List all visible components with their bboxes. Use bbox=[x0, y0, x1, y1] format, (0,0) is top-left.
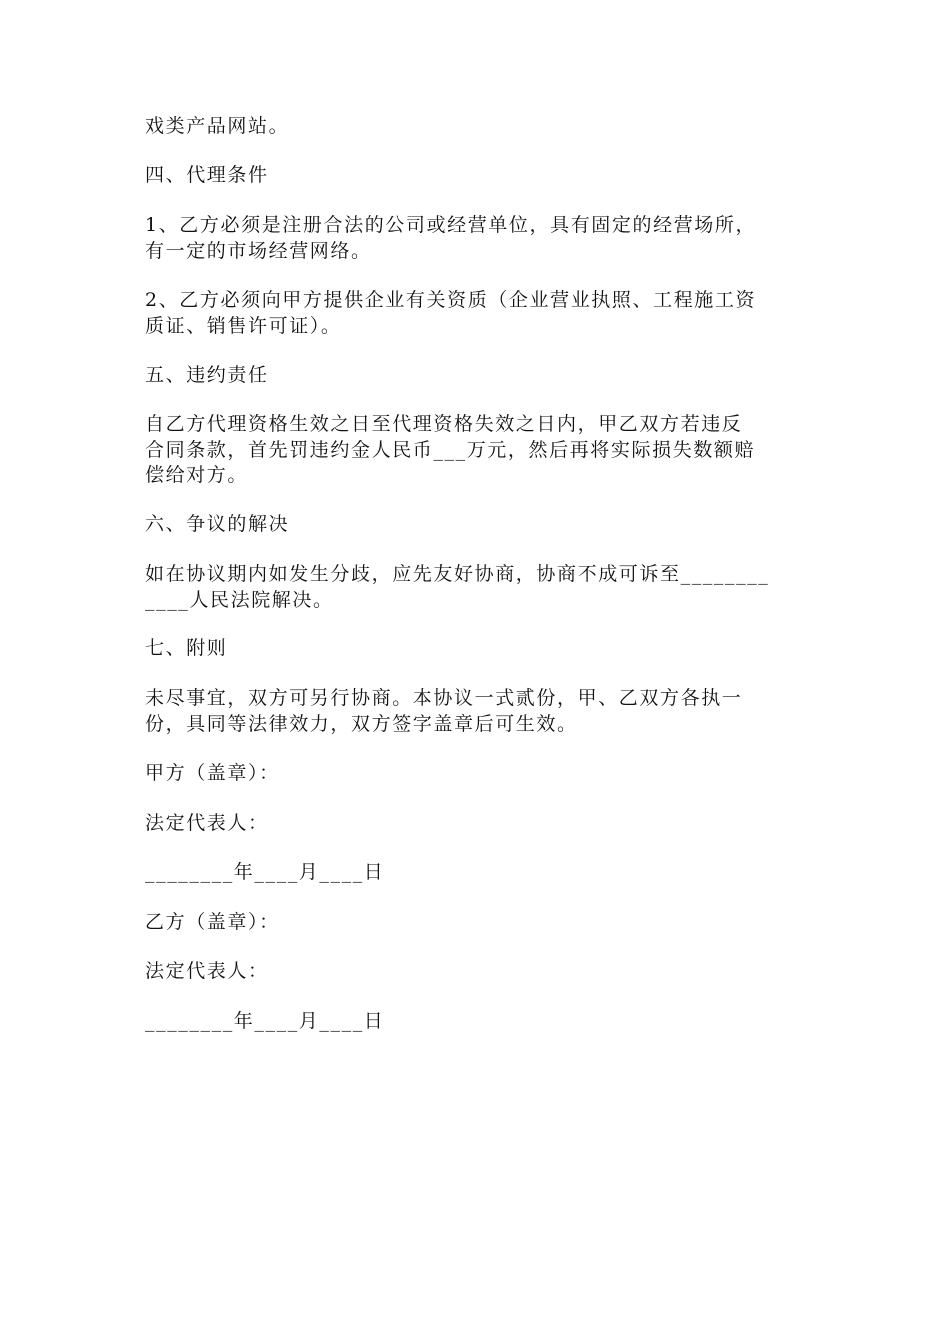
text-line: 未尽事宜，双方可另行协商。本协议一式贰份，甲、乙双方各执一 bbox=[145, 687, 743, 709]
text-line: 1、乙方必须是注册合法的公司或经营单位，具有固定的经营场所， bbox=[145, 214, 757, 236]
section-heading: 四、代理条件 bbox=[145, 164, 269, 186]
section-heading: 六、争议的解决 bbox=[145, 513, 290, 535]
text-line: 份，具同等法律效力，双方签字盖章后可生效。 bbox=[145, 713, 578, 735]
party-a-representative-label: 法定代表人： bbox=[145, 812, 269, 834]
party-a-seal-label: 甲方（盖章）： bbox=[145, 762, 280, 784]
text-line: 戏类产品网站。 bbox=[145, 115, 290, 137]
text-line: 2、乙方必须向甲方提供企业有关资质（企业营业执照、工程施工资 bbox=[145, 289, 757, 311]
text-line: 自乙方代理资格生效之日至代理资格失效之日内，甲乙双方若违反 bbox=[145, 413, 743, 435]
party-b-date-line: ________年____月____日 bbox=[145, 1010, 385, 1032]
text-line: 有一定的市场经营网络。 bbox=[145, 240, 372, 262]
section-heading: 七、附则 bbox=[145, 637, 228, 659]
party-b-representative-label: 法定代表人： bbox=[145, 960, 269, 982]
text-line: ____人民法院解决。 bbox=[145, 589, 334, 611]
text-line: 质证、销售许可证）。 bbox=[145, 315, 342, 337]
section-heading: 五、违约责任 bbox=[145, 364, 269, 386]
text-line: 偿给对方。 bbox=[145, 464, 249, 486]
party-b-seal-label: 乙方（盖章）： bbox=[145, 911, 280, 933]
party-a-date-line: ________年____月____日 bbox=[145, 861, 385, 883]
text-line: 合同条款，首先罚违约金人民币___万元，然后再将实际损失数额赔 bbox=[145, 439, 756, 461]
text-line: 如在协议期内如发生分歧，应先友好协商，协商不成可诉至________ bbox=[145, 563, 770, 585]
